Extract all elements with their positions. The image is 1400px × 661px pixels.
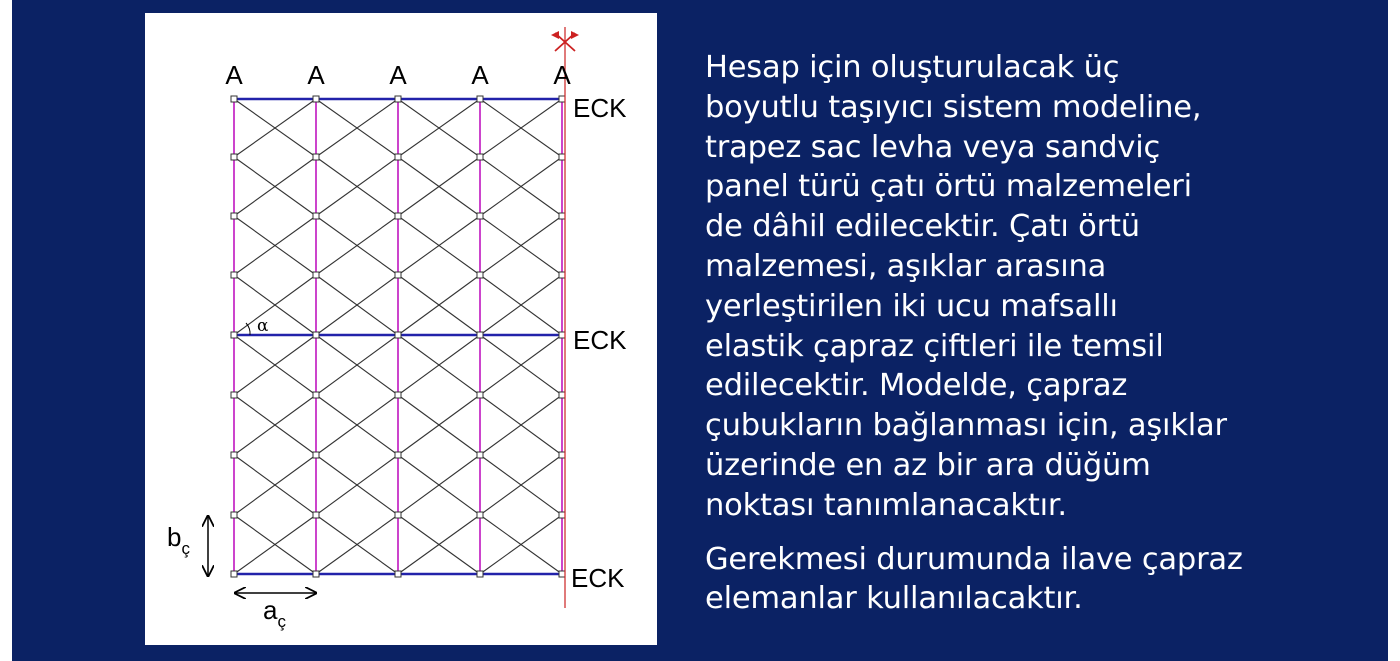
node-marker [231, 154, 237, 160]
text-line: elemanlar kullanılacaktır. [705, 581, 1083, 617]
text-line: Gerekmesi durumunda ilave çapraz [705, 541, 1243, 577]
node-marker [313, 332, 319, 338]
node-marker [559, 571, 565, 577]
slide-edge-left [0, 0, 12, 661]
node-marker [313, 571, 319, 577]
column-label: A [389, 60, 407, 90]
node-marker [231, 213, 237, 219]
node-marker [395, 213, 401, 219]
description-text [705, 48, 1365, 619]
width-label-sub: ç [277, 612, 286, 631]
paragraph-1 [705, 48, 1365, 526]
text-line: üzerinde en az bir ara düğüm [705, 447, 1151, 483]
height-label-sub: ç [181, 539, 190, 558]
beam-label-top: ECK [573, 93, 627, 123]
node-marker [559, 272, 565, 278]
beam-label-middle: ECK [573, 325, 627, 355]
node-marker [477, 571, 483, 577]
node-marker [313, 392, 319, 398]
text-line: boyutlu taşıyıcı sistem modeline, [705, 89, 1202, 125]
text-line: trapez sac levha veya sandviç [705, 129, 1161, 165]
node-marker [477, 272, 483, 278]
width-label [263, 595, 286, 631]
column-label: A [225, 60, 243, 90]
column-label: A [471, 60, 489, 90]
beam-label-bottom: ECK [571, 563, 625, 593]
text-line: de dâhil edilecektir. Çatı örtü [705, 209, 1140, 245]
node-marker [313, 452, 319, 458]
text-line: noktası tanımlanacaktır. [705, 487, 1067, 523]
height-dimension [167, 516, 208, 576]
node-marker [559, 154, 565, 160]
node-marker [559, 332, 565, 338]
text-line: edilecektir. Modelde, çapraz [705, 368, 1128, 404]
node-marker [477, 512, 483, 518]
node-marker [559, 213, 565, 219]
text-line: elastik çapraz çiftleri ile temsil [705, 328, 1164, 364]
column-label: A [553, 60, 571, 90]
height-label [167, 522, 190, 558]
node-marker [231, 392, 237, 398]
node-marker [231, 332, 237, 338]
column-label: A [307, 60, 325, 90]
node-marker [559, 512, 565, 518]
node-marker [231, 272, 237, 278]
node-marker [477, 452, 483, 458]
node-marker [395, 332, 401, 338]
axis-marker-flag [571, 31, 579, 39]
node-marker [477, 96, 483, 102]
text-line: Hesap için oluşturulacak üç [705, 50, 1120, 85]
node-marker [477, 332, 483, 338]
node-marker [313, 154, 319, 160]
node-marker [395, 571, 401, 577]
axis-marker-flag [551, 31, 559, 39]
text-line: malzemesi, aşıklar arasına [705, 248, 1107, 284]
node-marker [395, 154, 401, 160]
node-marker [231, 452, 237, 458]
node-marker [231, 96, 237, 102]
text-line: çubukların bağlanması için, aşıklar [705, 408, 1227, 444]
node-marker [231, 512, 237, 518]
slide-edge-right [1388, 0, 1400, 661]
node-marker [559, 392, 565, 398]
width-label-main: a [263, 595, 278, 625]
roof-bracing-diagram [145, 13, 657, 645]
text-line: yerleştirilen iki ucu mafsallı [705, 288, 1118, 324]
node-marker [477, 154, 483, 160]
column-labels [225, 60, 571, 90]
width-dimension [235, 593, 316, 631]
diagram-canvas [145, 13, 657, 645]
node-marker [231, 571, 237, 577]
node-marker [477, 392, 483, 398]
node-marker [313, 272, 319, 278]
height-label-main: b [167, 522, 182, 552]
node-marker [313, 213, 319, 219]
angle-label: α [257, 316, 269, 336]
node-marker [477, 213, 483, 219]
node-marker [313, 512, 319, 518]
node-marker [395, 392, 401, 398]
node-marker [395, 452, 401, 458]
node-marker [559, 96, 565, 102]
text-line: panel türü çatı örtü malzemeleri [705, 169, 1192, 205]
beam-labels [571, 93, 627, 593]
node-marker [395, 272, 401, 278]
paragraph-2 [705, 540, 1365, 620]
node-marker [313, 96, 319, 102]
node-marker [395, 512, 401, 518]
node-marker [559, 452, 565, 458]
node-marker [395, 96, 401, 102]
